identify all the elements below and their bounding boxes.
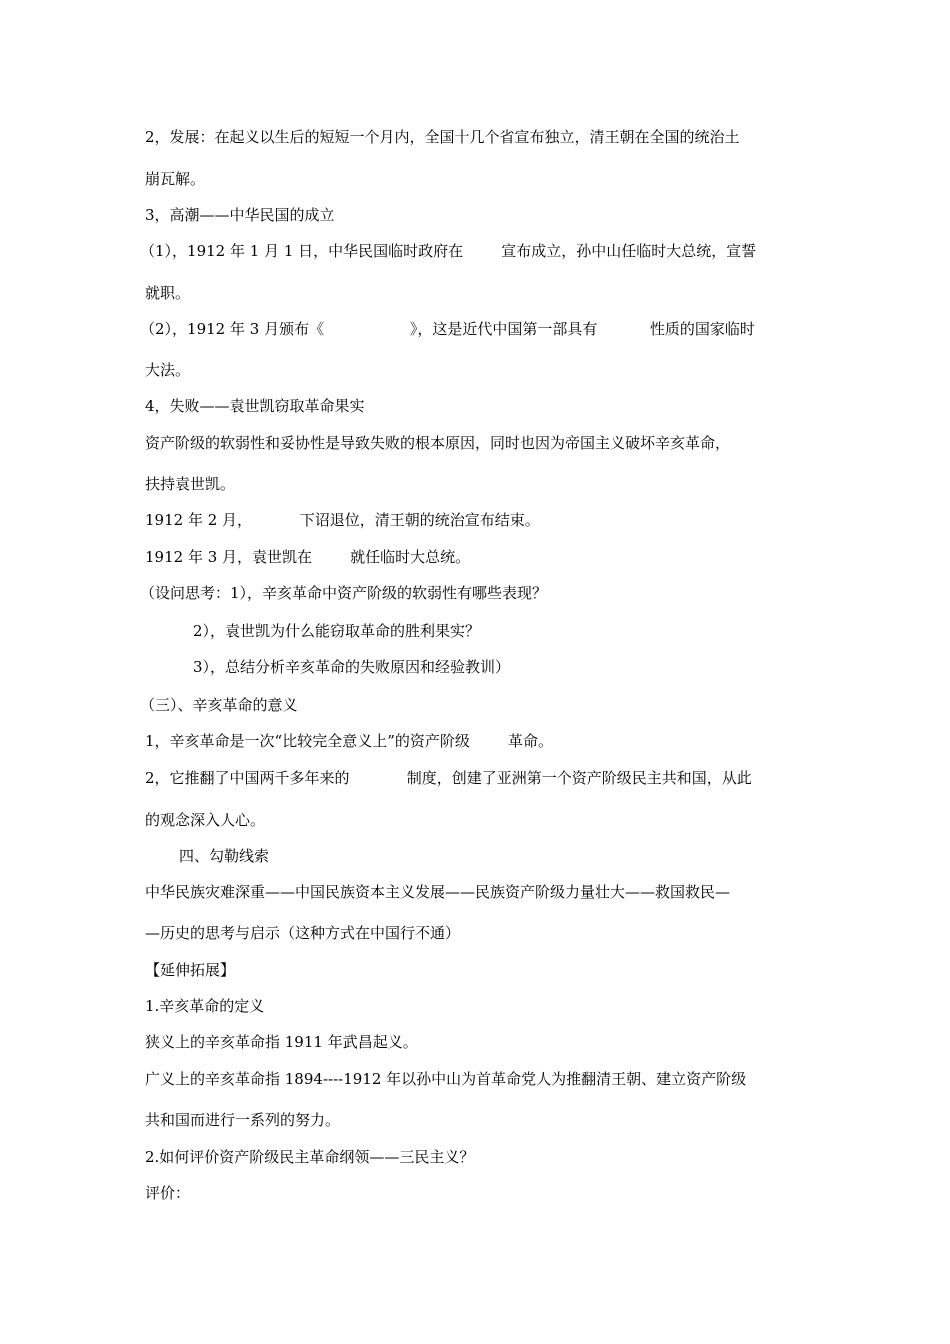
paragraph-development-line1: 2，发展：在起义以生后的短短一个月内，全国十几个省宣布独立，清王朝在全国的统治土	[145, 128, 740, 146]
heading-extension: 【延伸拓展】	[145, 961, 236, 979]
paragraph-broad-definition-line2: 共和国而进行一系列的努力。	[145, 1111, 341, 1129]
paragraph-yuan-inauguration: 1912 年 3 月，袁世凯在 就任临时大总统。	[145, 548, 471, 566]
paragraph-constitution-line1: （2），1912 年 3 月颁布《 》，这是近代中国第一部具有 性质的国家临时	[140, 320, 755, 338]
paragraph-republic-founding-line1: （1），1912 年 1 月 1 日，中华民国临时政府在 宣布成立，孙中山任临时大总统，宣誓	[140, 242, 757, 260]
question-1: （设问思考：1），辛亥革命中资产阶级的软弱性有哪些表现？	[140, 584, 548, 602]
heading-climax: 3，高潮——中华民国的成立	[145, 206, 335, 224]
question-3: 3），总结分析辛亥革命的失败原因和经验教训）	[193, 658, 511, 676]
paragraph-narrow-definition: 狭义上的辛亥革命指 1911 年武昌起义。	[145, 1033, 418, 1051]
subheading-evaluation: 2.如何评价资产阶级民主革命纲领——三民主义？	[145, 1148, 475, 1166]
paragraph-broad-definition-line1: 广义上的辛亥革命指 1894----1912 年以孙中山为首革命党人为推翻清王朝、建立资产阶级	[145, 1070, 747, 1088]
paragraph-republic-founding-line2: 就职。	[145, 284, 191, 302]
subheading-definition: 1.辛亥革命的定义	[145, 997, 265, 1015]
paragraph-outline-line1: 中华民族灾难深重——中国民族资本主义发展——民族资产阶级力量壮大——救国救民—	[145, 883, 731, 901]
paragraph-failure-cause-line1: 资产阶级的软弱性和妥协性是导致失败的根本原因，同时也因为帝国主义破坏辛亥革命，	[145, 434, 731, 452]
paragraph-significance-2-line1: 2，它推翻了中国两千多年来的 制度，创建了亚洲第一个资产阶级民主共和国，从此	[145, 769, 752, 787]
paragraph-significance-2-line2: 的观念深入人心。	[145, 811, 266, 829]
paragraph-evaluation: 评价：	[145, 1184, 191, 1202]
question-2: 2），袁世凯为什么能窃取革命的胜利果实？	[193, 622, 481, 640]
paragraph-significance-1: 1，辛亥革命是一次“比较完全意义上”的资产阶级 革命。	[145, 732, 554, 750]
heading-significance: （三）、辛亥革命的意义	[140, 696, 298, 714]
paragraph-failure-cause-line2: 扶持袁世凯。	[145, 475, 236, 493]
paragraph-development-line2: 崩瓦解。	[145, 170, 206, 188]
paragraph-constitution-line2: 大法。	[145, 361, 191, 379]
heading-failure: 4，失败——袁世凯窃取革命果实	[145, 397, 365, 415]
paragraph-abdication: 1912 年 2 月， 下诏退位，清王朝的统治宣布结束。	[145, 511, 540, 529]
heading-outline: 四、勾勒线索	[179, 847, 270, 865]
paragraph-outline-line2: —历史的思考与启示（这种方式在中国行不通）	[145, 924, 461, 942]
